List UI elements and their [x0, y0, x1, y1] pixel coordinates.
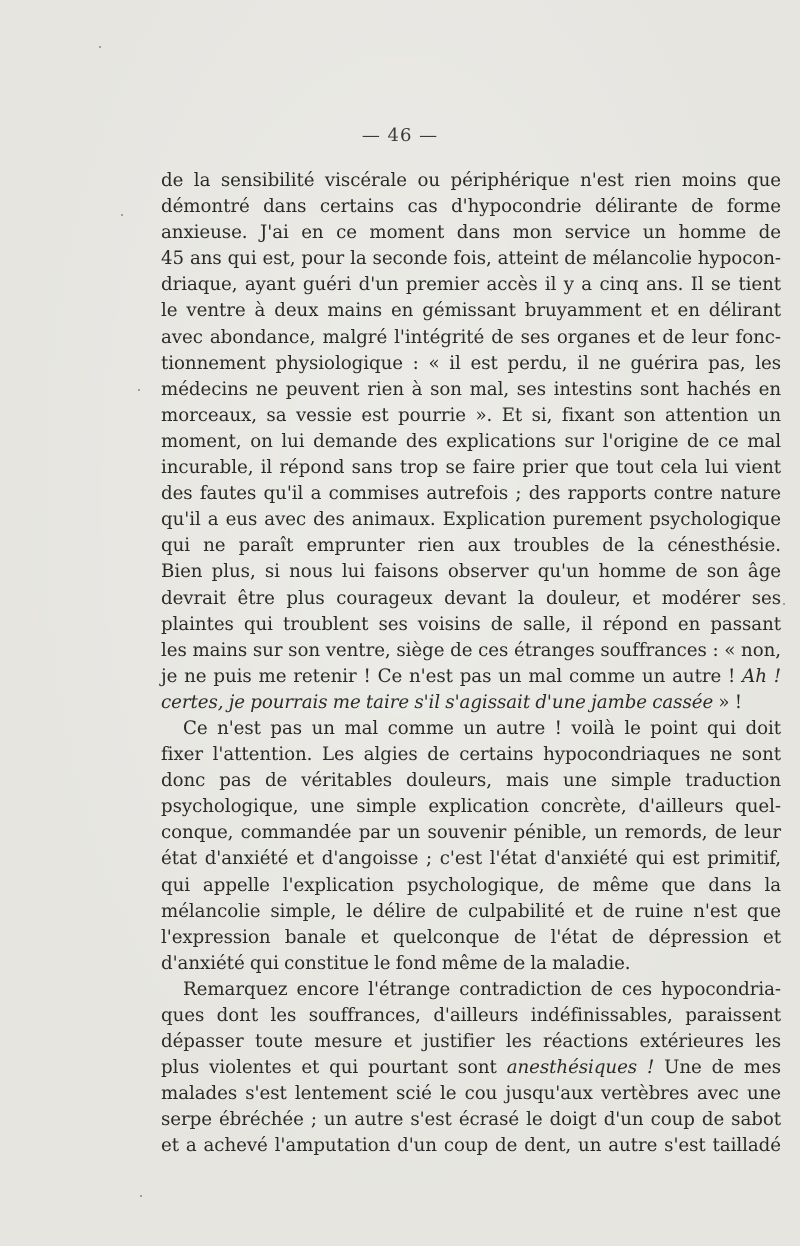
text-line: incurable, il répond sans trop se faire prier que tout cela lui vient: [161, 457, 781, 479]
text-line-mixed: [161, 1055, 781, 1081]
text-line: Remarquez encore l'étrange contradiction de ces hypocondria-: [183, 978, 781, 1000]
text-line: d'anxiété qui constitue le fond même de la maladie.: [161, 952, 631, 974]
text-line: anxieuse. J'ai en ce moment dans mon service un homme de: [161, 222, 781, 244]
body-text: [161, 168, 781, 1160]
text-line: dépasser toute mesure et justifier les réactions extérieures les: [161, 1031, 781, 1053]
text-line: mélancolie simple, le délire de culpabilité et de ruine n'est que: [161, 900, 781, 922]
text-line: qui ne paraît emprunter rien aux troubles de la cénesthésie.: [161, 535, 781, 557]
text-line: donc pas de véritables douleurs, mais une simple traduction: [161, 770, 781, 792]
text-span: Une de mes: [654, 1057, 781, 1079]
italic-span: Ah !: [742, 665, 781, 687]
text-line: médecins ne peuvent rien à son mal, ses intestins sont hachés en: [161, 378, 781, 400]
text-line: malades s'est lentement scié le cou jusqu'aux vertèbres avec une: [161, 1083, 781, 1105]
italic-span: anesthésiques !: [506, 1057, 655, 1079]
text-line: conque, commandée par un souvenir pénible, un remords, de leur: [161, 822, 781, 844]
text-line: psychologique, une simple explication concrète, d'ailleurs quel-: [161, 796, 781, 818]
paper-speck: [121, 214, 123, 216]
text-line: des fautes qu'il a commises autrefois ; des rapports contre nature: [161, 483, 781, 505]
text-line-mixed: [161, 664, 781, 690]
text-line: fixer l'attention. Les algies de certains hypocondriaques ne sont: [161, 744, 781, 766]
text-line: devrait être plus courageux devant la douleur, et modérer ses: [161, 587, 781, 609]
page-number: — 46 —: [361, 125, 439, 146]
text-line: qui appelle l'explication psychologique, de même que dans la: [161, 874, 781, 896]
text-line: ques dont les souffrances, d'ailleurs indéfinissables, paraissent: [161, 1005, 781, 1026]
text-line: les mains sur son ventre, siège de ces étranges souffrances : « non,: [161, 639, 781, 661]
paper-speck: [140, 1195, 142, 1197]
paper-speck: [783, 603, 785, 605]
text-line: Ce n'est pas un mal comme un autre ! voilà le point qui doit: [183, 717, 781, 739]
text-line: driaque, ayant guéri d'un premier accès il y a cinq ans. Il se tient: [161, 274, 781, 296]
text-line: démontré dans certains cas d'hypocondrie délirante de forme: [161, 196, 781, 218]
italic-span: certes, je pourrais me taire s'il s'agissait d'une jambe cassée: [161, 691, 714, 713]
text-line: moment, on lui demande des explications sur l'origine de ce mal: [161, 430, 781, 452]
text-line: de la sensibilité viscérale ou périphérique n'est rien moins que: [161, 170, 781, 191]
text-span: je ne puis me retenir ! Ce n'est pas un mal comme un autre !: [161, 665, 736, 687]
text-line: morceaux, sa vessie est pourrie ». Et si, fixant son attention un: [161, 404, 781, 426]
text-line-mixed: [161, 690, 781, 716]
text-line: tionnement physiologique : « il est perdu, il ne guérira pas, les: [161, 352, 781, 374]
text-line: état d'anxiété et d'angoisse ; c'est l'état d'anxiété qui est primitif,: [161, 848, 781, 870]
text-line: l'expression banale et quelconque de l'état de dépression et: [161, 926, 781, 948]
text-line: 45 ans qui est, pour la seconde fois, atteint de mélancolie hypocon-: [161, 248, 781, 270]
text-line: Bien plus, si nous lui faisons observer qu'un homme de son âge: [161, 561, 781, 583]
paper-speck: [99, 46, 101, 48]
text-line: plaintes qui troublent ses voisins de salle, il répond en passant: [161, 613, 781, 635]
text-span: plus violentes et qui pourtant sont: [161, 1057, 507, 1079]
paper-speck: [138, 389, 140, 391]
text-line: le ventre à deux mains en gémissant bruyamment et en délirant: [161, 300, 781, 322]
text-line: avec abondance, malgré l'intégrité de ses organes et de leur fonc-: [161, 326, 781, 348]
text-span: » !: [713, 691, 742, 713]
text-line: serpe ébréchée ; un autre s'est écrasé le doigt d'un coup de sabot: [161, 1109, 781, 1131]
text-line: qu'il a eus avec des animaux. Explication purement psychologique: [161, 509, 781, 531]
text-line: et a achevé l'amputation d'un coup de dent, un autre s'est tailladé: [161, 1135, 781, 1157]
